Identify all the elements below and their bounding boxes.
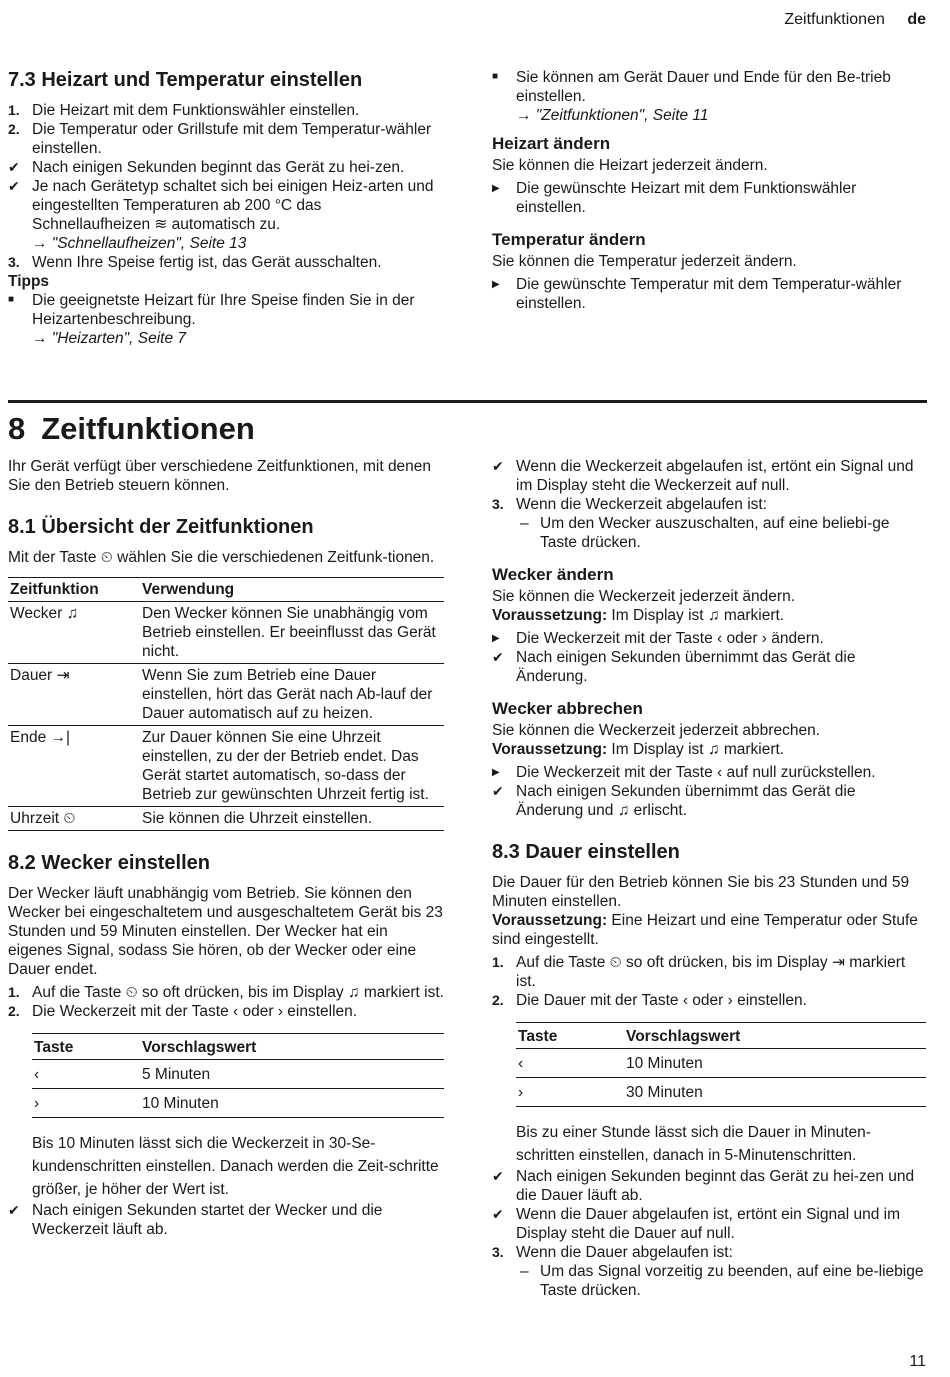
action-text: Die Weckerzeit mit der Taste ‹ oder › ändern. bbox=[516, 630, 824, 647]
precondition bbox=[492, 740, 926, 759]
step-number: 2. bbox=[8, 1003, 20, 1019]
section-title: 7.3 Heizart und Temperatur einstellen bbox=[8, 69, 363, 91]
check-icon: ✔ bbox=[492, 783, 504, 799]
table-cell: ‹ bbox=[32, 1060, 140, 1089]
tip-item bbox=[8, 291, 438, 348]
dash-bullet: – bbox=[520, 1263, 529, 1280]
check-icon: ✔ bbox=[492, 458, 504, 474]
header-lang: de bbox=[907, 11, 926, 28]
check-icon: ✔ bbox=[8, 178, 20, 194]
list-item-text: Auf die Taste ⏲ so oft drücken, bis im Display ⇥ markiert ist. bbox=[516, 954, 906, 990]
page-header bbox=[784, 10, 926, 29]
cross-reference: → "Heizarten", Seite 7 bbox=[32, 330, 187, 347]
chapter-8-right bbox=[492, 457, 926, 1300]
subsection-title: Heizart ändern bbox=[492, 134, 611, 153]
list-item bbox=[492, 991, 926, 1010]
step-number: 3. bbox=[8, 254, 20, 270]
table-cell: Dauer ⇥ bbox=[8, 664, 140, 726]
list-item-text: Wenn die Dauer abgelaufen ist: bbox=[516, 1244, 733, 1261]
list-item bbox=[492, 953, 926, 991]
wecker-values-table bbox=[32, 1033, 444, 1118]
header-section: Zeitfunktionen bbox=[784, 11, 885, 28]
list-item-text: Wenn die Weckerzeit abgelaufen ist: bbox=[516, 496, 768, 513]
sub-item bbox=[492, 514, 926, 552]
time-functions-table bbox=[8, 577, 444, 831]
square-bullet-icon: ■ bbox=[8, 294, 15, 305]
table-row bbox=[32, 1060, 444, 1089]
table-note: Bis 10 Minuten lässt sich die Weckerzeit in 30-Se-kundenschritten einstellen. Danach werden die Zeit-schritte größer, je höher der Wert ist. bbox=[32, 1135, 439, 1198]
list-item-text: Die Heizart mit dem Funktionswähler einstellen. bbox=[32, 102, 360, 119]
tip-item bbox=[492, 68, 924, 125]
list-item-text: Die Temperatur oder Grillstufe mit dem Temperatur-wähler einstellen. bbox=[32, 121, 432, 157]
precondition-text: Eine Heizart und eine Temperatur oder Stufe sind eingestellt. bbox=[492, 912, 918, 948]
list-item bbox=[8, 1201, 444, 1239]
table-cell: Ende →| bbox=[8, 726, 140, 807]
table-header: Zeitfunktion bbox=[8, 578, 140, 602]
triangle-bullet-icon: ▶ bbox=[492, 183, 500, 194]
list-item bbox=[492, 1205, 926, 1243]
chapter-title bbox=[8, 409, 255, 449]
table-cell: 5 Minuten bbox=[140, 1060, 444, 1089]
table-row bbox=[516, 1078, 926, 1107]
cross-reference: → "Zeitfunktionen", Seite 11 bbox=[516, 107, 709, 124]
action-text: Die gewünschte Temperatur mit dem Temperatur-wähler einstellen. bbox=[516, 276, 902, 312]
page-number: 11 bbox=[909, 1353, 926, 1370]
precondition-label: Voraussetzung: bbox=[492, 607, 608, 624]
table-header: Verwendung bbox=[140, 578, 444, 602]
precondition-text: Im Display ist ♫ markiert. bbox=[607, 607, 785, 624]
square-bullet-icon: ■ bbox=[492, 71, 499, 82]
list-item-text: Wenn Ihre Speise fertig ist, das Gerät ausschalten. bbox=[32, 254, 382, 271]
list-item-text: Nach einigen Sekunden übernimmt das Gerät die Änderung und ♫ erlischt. bbox=[516, 783, 856, 819]
paragraph: Sie können die Weckerzeit jederzeit ändern. bbox=[492, 588, 795, 605]
check-icon: ✔ bbox=[492, 1168, 504, 1184]
subsection-title: Temperatur ändern bbox=[492, 230, 646, 249]
dash-bullet: – bbox=[520, 515, 529, 532]
action-text: Die gewünschte Heizart mit dem Funktionswähler einstellen. bbox=[516, 180, 857, 216]
list-item bbox=[8, 158, 438, 177]
action-item bbox=[492, 179, 924, 217]
check-icon: ✔ bbox=[8, 1202, 20, 1218]
table-header: Vorschlagswert bbox=[624, 1023, 926, 1049]
list-item bbox=[8, 101, 438, 120]
table-header: Taste bbox=[32, 1034, 140, 1060]
triangle-bullet-icon: ▶ bbox=[492, 767, 500, 778]
tip-text: Die geeignetste Heizart für Ihre Speise finden Sie in der Heizartenbeschreibung. bbox=[32, 292, 415, 328]
cross-reference: → "Schnellaufheizen", Seite 13 bbox=[32, 235, 247, 252]
list-item bbox=[8, 983, 444, 1002]
section-7-3 bbox=[8, 68, 438, 348]
list-item bbox=[492, 782, 926, 820]
paragraph: Mit der Taste ⏲ wählen Sie die verschiedenen Zeitfunk-tionen. bbox=[8, 549, 435, 566]
paragraph: Sie können die Heizart jederzeit ändern. bbox=[492, 157, 768, 174]
step-number: 3. bbox=[492, 496, 504, 512]
triangle-bullet-icon: ▶ bbox=[492, 633, 500, 644]
section-title: 8.3 Dauer einstellen bbox=[492, 841, 680, 863]
list-item bbox=[8, 1002, 444, 1021]
list-item-text: Nach einigen Sekunden übernimmt das Gerät die Änderung. bbox=[516, 649, 856, 685]
step-number: 3. bbox=[492, 1244, 504, 1260]
precondition-text: Im Display ist ♫ markiert. bbox=[607, 741, 785, 758]
tips-heading: Tipps bbox=[8, 273, 50, 290]
check-icon: ✔ bbox=[492, 1206, 504, 1222]
list-item bbox=[492, 457, 926, 495]
sub-item-text: Um das Signal vorzeitig zu beenden, auf eine be-liebige Taste drücken. bbox=[540, 1263, 924, 1299]
subsection-title: Wecker ändern bbox=[492, 565, 614, 584]
action-item bbox=[492, 275, 924, 313]
list-item bbox=[492, 1167, 926, 1205]
step-number: 1. bbox=[8, 984, 20, 1000]
list-item bbox=[8, 253, 438, 272]
chapter-8-left bbox=[8, 457, 444, 1239]
section-7-3-cont bbox=[492, 68, 924, 313]
table-cell: 30 Minuten bbox=[624, 1078, 926, 1107]
table-cell: Zur Dauer können Sie eine Uhrzeit einstellen, zu der der Betrieb endet. Das Gerät startet automatisch, so-dass der Betrieb zur gewünschten Uhrzeit fertig ist. bbox=[140, 726, 444, 807]
table-note: Bis zu einer Stunde lässt sich die Dauer in Minuten-schritten einstellen, danach in 5-Minutenschritten. bbox=[516, 1124, 871, 1164]
table-row bbox=[516, 1049, 926, 1078]
paragraph: Der Wecker läuft unabhängig vom Betrieb. Sie können den Wecker bei eingeschaltetem und ausgeschaltetem Gerät bis 23 Stunden und 59 Minuten einstellen. Der Wecker hat ein eigenes Signal, sodass Sie hören, ob der Wecker oder eine Dauer endet. bbox=[8, 885, 443, 978]
table-cell: 10 Minuten bbox=[624, 1049, 926, 1078]
chapter-divider bbox=[8, 400, 927, 403]
precondition-label: Voraussetzung: bbox=[492, 912, 608, 929]
chapter-intro: Ihr Gerät verfügt über verschiedene Zeitfunktionen, mit denen Sie den Betrieb steuern können. bbox=[8, 458, 432, 494]
section-title: 8.2 Wecker einstellen bbox=[8, 852, 210, 874]
list-item-text: Die Dauer mit der Taste ‹ oder › einstellen. bbox=[516, 992, 807, 1009]
paragraph: Sie können die Temperatur jederzeit ändern. bbox=[492, 253, 797, 270]
table-cell: Uhrzeit ⏲ bbox=[8, 807, 140, 831]
list-item bbox=[492, 648, 926, 686]
list-item bbox=[492, 1243, 926, 1262]
list-item-text: Wenn die Weckerzeit abgelaufen ist, ertönt ein Signal und im Display steht die Weckerzeit auf null. bbox=[516, 458, 914, 494]
chapter-number: 8 bbox=[8, 411, 26, 446]
list-item-text: Je nach Gerätetyp schaltet sich bei einigen Heiz-arten und eingestellten Temperaturen ab 200 °C das Schnellaufheizen ≋ automatisch zu. bbox=[32, 178, 434, 233]
action-item bbox=[492, 763, 926, 782]
list-item-text: Wenn die Dauer abgelaufen ist, ertönt ein Signal und im Display steht die Dauer auf null. bbox=[516, 1206, 901, 1242]
precondition-label: Voraussetzung: bbox=[492, 741, 608, 758]
table-cell: ‹ bbox=[516, 1049, 624, 1078]
tip-text: Sie können am Gerät Dauer und Ende für den Be-trieb einstellen. bbox=[516, 69, 891, 105]
chapter-title-text: Zeitfunktionen bbox=[41, 411, 255, 446]
table-row bbox=[8, 664, 444, 726]
paragraph: Sie können die Weckerzeit jederzeit abbrechen. bbox=[492, 722, 820, 739]
list-item-text: Die Weckerzeit mit der Taste ‹ oder › einstellen. bbox=[32, 1003, 358, 1020]
section-title: 8.1 Übersicht der Zeitfunktionen bbox=[8, 516, 314, 538]
precondition bbox=[492, 606, 926, 625]
list-item bbox=[8, 120, 438, 158]
table-header: Vorschlagswert bbox=[140, 1034, 444, 1060]
table-cell: › bbox=[516, 1078, 624, 1107]
step-number: 1. bbox=[8, 102, 20, 118]
table-cell: 10 Minuten bbox=[140, 1089, 444, 1118]
dauer-values-table bbox=[516, 1022, 926, 1107]
table-row bbox=[8, 602, 444, 664]
subsection-title: Wecker abbrechen bbox=[492, 699, 643, 718]
sub-item-text: Um den Wecker auszuschalten, auf eine beliebi-ge Taste drücken. bbox=[540, 515, 890, 551]
step-number: 2. bbox=[8, 121, 20, 137]
table-cell: › bbox=[32, 1089, 140, 1118]
table-header: Taste bbox=[516, 1023, 624, 1049]
table-row bbox=[8, 726, 444, 807]
action-item bbox=[492, 629, 926, 648]
list-item-text: Nach einigen Sekunden startet der Wecker und die Weckerzeit läuft ab. bbox=[32, 1202, 383, 1238]
action-text: Die Weckerzeit mit der Taste ‹ auf null zurückstellen. bbox=[516, 764, 876, 781]
list-item bbox=[8, 177, 438, 253]
precondition bbox=[492, 911, 926, 949]
triangle-bullet-icon: ▶ bbox=[492, 279, 500, 290]
table-cell: Sie können die Uhrzeit einstellen. bbox=[140, 807, 444, 831]
check-icon: ✔ bbox=[8, 159, 20, 175]
table-cell: Wecker ♫ bbox=[8, 602, 140, 664]
list-item-text: Nach einigen Sekunden beginnt das Gerät zu hei-zen. bbox=[32, 159, 405, 176]
sub-item bbox=[492, 1262, 926, 1300]
table-row bbox=[32, 1089, 444, 1118]
check-icon: ✔ bbox=[492, 649, 504, 665]
list-item-text: Nach einigen Sekunden beginnt das Gerät zu hei-zen und die Dauer läuft ab. bbox=[516, 1168, 915, 1204]
step-number: 2. bbox=[492, 992, 504, 1008]
list-item-text: Auf die Taste ⏲ so oft drücken, bis im Display ♫ markiert ist. bbox=[32, 984, 444, 1001]
paragraph: Die Dauer für den Betrieb können Sie bis 23 Stunden und 59 Minuten einstellen. bbox=[492, 874, 910, 910]
table-row bbox=[8, 807, 444, 831]
table-cell: Den Wecker können Sie unabhängig vom Betrieb einstellen. Er beeinflusst das Gerät nicht. bbox=[140, 602, 444, 664]
list-item bbox=[492, 495, 926, 514]
table-cell: Wenn Sie zum Betrieb eine Dauer einstellen, hört das Gerät nach Ab-lauf der Dauer automatisch auf zu heizen. bbox=[140, 664, 444, 726]
step-number: 1. bbox=[492, 954, 504, 970]
